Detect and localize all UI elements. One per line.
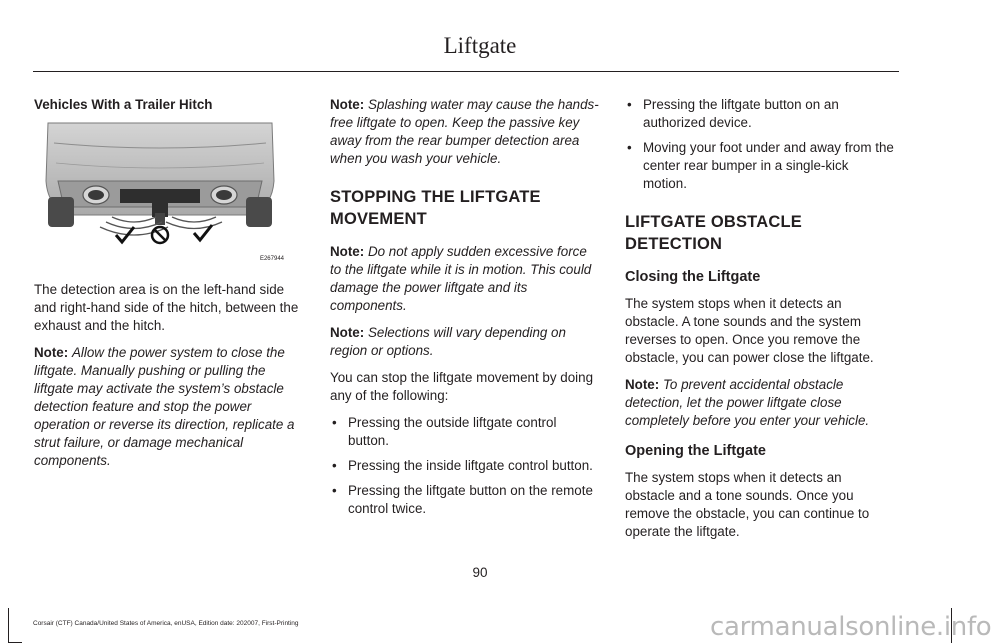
obstacle-detection-heading: LIFTGATE OBSTACLE DETECTION	[625, 213, 802, 253]
splashing-water-note	[330, 96, 600, 168]
opening-liftgate-subheading: Opening the Liftgate	[625, 443, 766, 459]
note-label: Note:	[34, 345, 69, 360]
closing-liftgate-subheading: Closing the Liftgate	[625, 269, 761, 285]
excessive-force-note	[330, 243, 600, 315]
list-item: • Pressing the liftgate button on the remote control twice.	[330, 482, 600, 518]
stopping-liftgate-heading: STOPPING THE LIFTGATE MOVEMENT	[330, 188, 541, 228]
list-item: • Pressing the inside liftgate control button.	[330, 457, 600, 475]
list-item: • Pressing the liftgate button on an authorized device.	[625, 96, 895, 132]
list-item: • Moving your foot under and away from the center rear bumper in a single-kick motion.	[625, 139, 895, 193]
column-left	[34, 96, 304, 479]
illustration-code: E267944	[259, 256, 284, 262]
page-number: 90	[472, 565, 488, 580]
closing-liftgate-paragraph: The system stops when it detects an obstacle. A tone sounds and the system reverses to open. Once you remove the obstacle, you can power close the liftgate.	[625, 296, 874, 365]
stop-methods-intro: You can stop the liftgate movement by doing any of the following:	[330, 370, 594, 403]
detection-area-paragraph: The detection area is on the left-hand side and right-hand side of the hitch, between the exhaust and the hitch.	[34, 282, 299, 333]
page-header-title: Liftgate	[443, 33, 517, 58]
crop-mark-left	[8, 608, 9, 643]
note-text: Selections will vary depending on region or options.	[330, 325, 566, 358]
note-text: Do not apply sudden excessive force to the liftgate while it is in motion. This could damage the power liftgate and its components.	[330, 244, 592, 313]
note-text: Splashing water may cause the hands-free liftgate to open. Keep the passive key away from the rear bumper detection area when you wash your vehicle.	[330, 97, 599, 166]
trailer-hitch-subheading: Vehicles With a Trailer Hitch	[34, 97, 213, 112]
trailer-hitch-detection-illustration	[34, 123, 286, 263]
header-divider	[33, 71, 899, 72]
selections-note	[330, 324, 600, 360]
note-label: Note:	[330, 244, 365, 259]
note-text: Allow the power system to close the liftgate. Manually pushing or pulling the liftgate may activate the system’s obstacle detection feature and stop the power operation or reverse its direction, replicate a strut failure, or damage mechanical components.	[34, 345, 295, 468]
watermark-text: carmanualsonline.info	[710, 612, 991, 642]
note-label: Note:	[625, 377, 660, 392]
column-middle	[330, 96, 600, 527]
note-label: Note:	[330, 97, 365, 112]
opening-liftgate-paragraph: The system stops when it detects an obstacle and a tone sounds. Once you remove the obstacle, you can continue to operate the liftgate.	[625, 470, 870, 539]
stop-methods-list-continued	[625, 96, 895, 193]
power-system-note	[34, 344, 304, 470]
footer-edition-text: Corsair (CTF) Canada/United States of America, enUSA, Edition date: 202007, First-Printing	[33, 620, 299, 627]
stop-methods-list	[330, 414, 600, 518]
accidental-detection-note	[625, 376, 895, 430]
note-label: Note:	[330, 325, 365, 340]
note-text: To prevent accidental obstacle detection, let the power liftgate close completely before you enter your vehicle.	[625, 377, 870, 428]
list-item: • Pressing the outside liftgate control button.	[330, 414, 600, 450]
column-right	[625, 96, 895, 550]
